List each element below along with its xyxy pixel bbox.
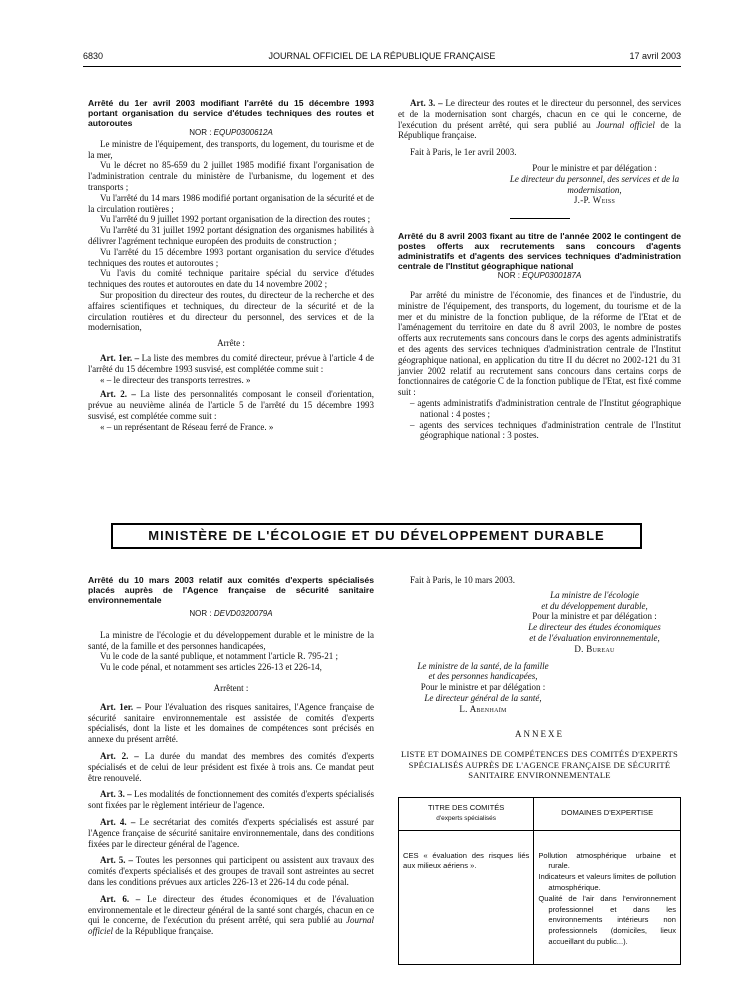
table-cell: CES « évaluation des risques liés aux milieux aériens ». (399, 830, 534, 964)
annexe-table (398, 797, 681, 965)
decree3-article: Art. 5. – Toutes les personnes qui participent ou assistent aux travaux des comités d'experts spécialisés et des groupes de travail sont astreintes au secret dans les conditions prévues aux articles 226-13 et 226-14 du code pénal. (88, 855, 374, 887)
page-header (83, 51, 681, 65)
list-item: – agents des services techniques d'administration centrale de l'Institut géographique national : 3 postes. (410, 419, 681, 441)
table-header: TITRE DES COMITÉS d'experts spécialisés (399, 797, 534, 830)
decree3-article: Art. 4. – Le secrétariat des comités d'experts spécialisés est assuré par l'Agence française de sécurité sanitaire environnementale, dans des conditions fixées par le directeur général de l'agence. (88, 816, 374, 849)
decree1-column (88, 98, 374, 433)
decree3-title: Arrêté du 10 mars 2003 relatif aux comités d'experts spécialisés placés auprès de l'Agence française de sécurité sanitaire environnementale (88, 575, 374, 605)
decree1-signature: Pour le ministre et par délégation : Le directeur du personnel, des services et de la modernisation, J.-P. Weiss (509, 162, 680, 206)
decree1-para: Vu l'avis du comité technique paritaire spécial du service d'études techniques des routes et autoroutes en date du 14 novembre 2002 ; (88, 268, 374, 290)
decree1-art1-quote: « – le directeur des transports terrestres. » (100, 374, 251, 385)
annexe-subtitle: LISTE ET DOMAINES DE COMPÉTENCES DES COMITÉS D'EXPERTS SPÉCIALISÉS AUPRÈS DE L'AGENCE FRANÇAISE DE SÉCURITÉ SANITAIRE ENVIRONNEMENTALE (401, 749, 678, 781)
decree2-nor: NOR : EQUP0300187A (497, 271, 582, 281)
ministry-banner: MINISTÈRE DE L'ÉCOLOGIE ET DU DÉVELOPPEMENT DURABLE (111, 523, 642, 549)
decree3-para: Vu le code de la santé publique, et notamment l'article R. 795-21 ; (100, 651, 339, 662)
decree1-para: Vu l'arrêté du 31 juillet 1992 portant désignation des organismes habilités à délivrer l'agrément technique européen des produits de construction ; (88, 225, 374, 246)
decree1-done: Fait à Paris, le 1er avril 2003. (410, 147, 517, 158)
table-row (399, 830, 681, 964)
decree1-para: Le ministre de l'équipement, des transports, du logement, du tourisme et de la mer, (88, 138, 374, 160)
header-rule (83, 66, 681, 67)
decree3-para: Vu le code pénal, et notamment ses articles 226-13 et 226-14, (100, 662, 322, 673)
issue-date: 17 avril 2003 (629, 51, 681, 61)
decree2-list (410, 398, 681, 441)
decree1-art2: Art. 2. – La liste des personnalités composant le conseil d'orientation, prévue au neuvième alinéa de l'article 5 de l'arrêté du 15 décembre 1993 susvisé, est complétée comme suit : (88, 389, 374, 421)
decree3-article: Art. 2. – La durée du mandat des membres des comités d'experts spécialisés et de celui de leur président est fixée à trois ans. Ce mandat peut être renouvelé. (88, 750, 374, 783)
decree3-right-column (398, 575, 681, 965)
table-cell: Pollution atmosphérique urbaine et rurale. Indicateurs et valeurs limites de pollution atmosphérique. Qualité de l'air dans l'environnement professionnel et dans les environnements intérieurs non professionnels (domiciles, lieux accueillant du public...). (534, 830, 681, 964)
decree1-art1: Art. 1er. – La liste des membres du comité directeur, prévue à l'article 4 de l'arrêté du 15 décembre 1993 susvisé, est complétée comme suit : (88, 352, 375, 374)
decree1-nor: NOR : EQUP0300612A (189, 128, 273, 137)
annexe-title: ANNEXE (515, 728, 564, 739)
journal-title: JOURNAL OFFICIEL DE LA RÉPUBLIQUE FRANÇAISE (268, 51, 496, 61)
decree2-body: Par arrêté du ministre de l'économie, des finances et de l'industrie, du ministre de l'équipement, des transports, du logement, du tourisme et de la mer et du ministre de la fonction publique, de la réforme de l'Etat et de l'aménagement du territoire en date du 8 avril 2003, le nombre de postes offerts aux recrutements sans concours dans le corps des agents administratifs et des agents des services techniques d'administration centrale de l'Institut géographique national, en application du titre II du décret no 2002-121 du 31 janvier 2002 relatif au recrutement sans concours dans certains corps de fonctionnaires de catégorie C de la fonction publique de l'Etat, est fixé comme suit : (398, 289, 681, 398)
decree3-done: Fait à Paris, le 10 mars 2003. (410, 575, 515, 585)
decree1-para: Vu l'arrêté du 15 décembre 1993 portant organisation du service d'études techniques des routes et autoroutes ; (88, 246, 374, 268)
decree1-para: Vu l'arrêté du 9 juillet 1992 portant organisation de la direction des routes ; (100, 214, 371, 225)
decree1-para: Vu le décret no 85-659 du 2 juillet 1985 modifié fixant l'organisation de l'administration centrale du ministère de l'urbanisme, du logement et des transports ; (88, 160, 374, 192)
decree2-column (398, 98, 681, 441)
decree3-para: La ministre de l'écologie et du développement durable et le ministre de la santé, de la famille et des personnes handicapées, (88, 629, 374, 651)
separator (510, 218, 570, 219)
page-number: 6830 (83, 51, 104, 61)
decree3-signature-1: La ministre de l'écologie et du développement durable, Pour la ministre et par délégation : Le directeur des études économiques et de l'évaluation environnementale, D. Bureau (528, 589, 661, 654)
decree3-art6: Art. 6. – Le directeur des études économiques et de l'évaluation environnementale et le directeur général de la santé sont chargés, chacun en ce qui le concerne, de l'exécution du présent arrêté, qui sera publié au Journal officiel de la République française. (88, 893, 375, 937)
table-header: DOMAINES D'EXPERTISE (534, 797, 681, 830)
decree3-arretent: Arrêtent : (213, 682, 249, 693)
decree1-para: Sur proposition du directeur des routes, du directeur de la recherche et des affaires scientifiques et techniques, du directeur de la sécurité et de la circulation routières et du directeur du personnel, des services et de la modernisation, (88, 289, 374, 333)
decree3-signature-2: Le ministre de la santé, de la famille et des personnes handicapées, Pour le ministre et par délégation : Le directeur général de la santé, L. Abenhaïm (417, 660, 549, 714)
decree3-nor: NOR : DEVD0320079A (189, 609, 273, 618)
decree1-para: Vu l'arrêté du 14 mars 1986 modifié portant organisation de la sécurité et de la circulation routières ; (88, 192, 374, 214)
decree1-arrete: Arrête : (217, 338, 245, 349)
decree3-article: Art. 3. – Les modalités de fonctionnement des comités d'experts spécialisés sont fixées par le règlement intérieur de l'agence. (88, 789, 374, 811)
decree3-article: Art. 1er. – Pour l'évaluation des risques sanitaires, l'Agence française de sécurité sanitaire environnementale est assistée de comités d'experts spécialisés, dont la liste et les domaines de compétences sont précisés en annexe du présent arrêté. (88, 701, 374, 745)
decree1-title: Arrêté du 1er avril 2003 modifiant l'arrêté du 15 décembre 1993 portant organisation du service d'études techniques des routes et autoroutes (88, 98, 374, 128)
decree2-title: Arrêté du 8 avril 2003 fixant au titre de l'année 2002 le contingent de postes offerts aux recrutements sans concours d'agents administratifs et d'agents des services techniques d'administration centrale de l'Institut géographique national (398, 231, 681, 272)
list-item: – agents administratifs d'administration centrale de l'Institut géographique national : 4 postes ; (410, 397, 681, 419)
decree1-art2-quote: « – un représentant de Réseau ferré de France. » (100, 421, 274, 432)
decree1-art3: Art. 3. – Le directeur des routes et le directeur du personnel, des services et de la modernisation sont chargés, chacun en ce qui le concerne, de l'exécution du présent arrêté, qui sera publié au Journal officiel de la République française. (398, 98, 682, 141)
decree3-column (88, 575, 374, 937)
